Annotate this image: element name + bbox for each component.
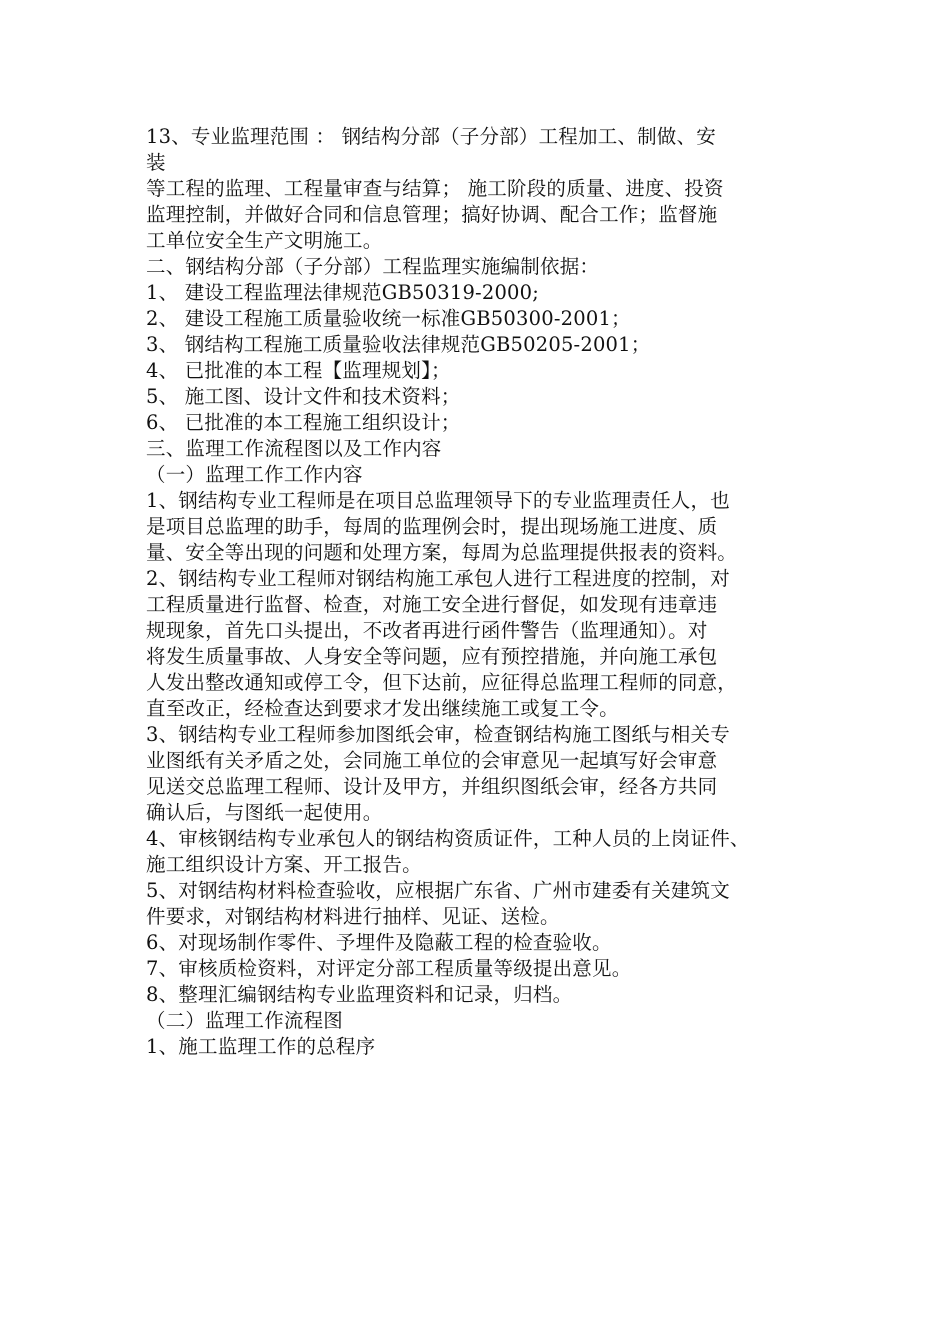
text-line: 施工组织设计方案、开工报告。 [146,853,422,876]
text-line: 2、钢结构专业工程师对钢结构施工承包人进行工程进度的控制，对 [146,567,730,590]
text-line: 规现象，首先口头提出，不改者再进行函件警告（监理通知）。对 [146,619,708,642]
text-line: 件要求，对钢结构材料进行抽样、见证、送检。 [146,905,560,928]
text-line: 等工程的监理、工程量审查与结算； 施工阶段的质量、进度、投资 [146,177,724,200]
text-line: 装 [146,151,166,174]
text-line: 工程质量进行监督、检查，对施工安全进行督促，如发现有违章违 [146,593,718,616]
list-item: 1、 建设工程监理法律规范GB50319-2000; [146,281,540,304]
text-line: 8、整理汇编钢结构专业监理资料和记录，归档。 [146,983,573,1006]
text-line: 量、安全等出现的问题和处理方案，每周为总监理提供报表的资料。 [146,541,738,564]
list-item: 4、 已批准的本工程【监理规划】； [146,359,451,382]
section-heading: 二、钢结构分部（子分部）工程监理实施编制依据： [146,255,600,278]
text-line: 是项目总监理的助手，每周的监理例会时，提出现场施工进度、质 [146,515,718,538]
section-heading: 三、监理工作流程图以及工作内容 [146,437,442,460]
document-body [146,124,836,1060]
text-line: 6、对现场制作零件、予埋件及隐蔽工程的检查验收。 [146,931,612,954]
list-item: 2、 建设工程施工质量验收统一标准GB50300-2001； [146,307,631,330]
text-line: 1、施工监理工作的总程序 [146,1035,376,1058]
text-line: 工单位安全生产文明施工。 [146,229,383,252]
subsection-heading: （二）监理工作流程图 [146,1009,344,1032]
text-line: 业图纸有关矛盾之处，会同施工单位的会审意见一起填写好会审意 [146,749,718,772]
list-item: 3、 钢结构工程施工质量验收法律规范GB50205-2001； [146,333,651,356]
subsection-heading: （一）监理工作工作内容 [146,463,363,486]
list-item: 5、 施工图、设计文件和技术资料； [146,385,461,408]
text-line: 7、审核质检资料，对评定分部工程质量等级提出意见。 [146,957,632,980]
text-line: 监理控制，并做好合同和信息管理；搞好协调、配合工作；监督施 [146,203,718,226]
text-line: 4、审核钢结构专业承包人的钢结构资质证件，工种人员的上岗证件、 [146,827,750,850]
text-line: 3、钢结构专业工程师参加图纸会审，检查钢结构施工图纸与相关专 [146,723,730,746]
text-line: 5、对钢结构材料检查验收，应根据广东省、广州市建委有关建筑文 [146,879,730,902]
text-line: 见送交总监理工程师、设计及甲方，并组织图纸会审，经各方共同 [146,775,718,798]
text-line: 将发生质量事故、人身安全等问题，应有预控措施，并向施工承包 [146,645,718,668]
text-line: 直至改正，经检查达到要求才发出继续施工或复工令。 [146,697,619,720]
text-line: 1、钢结构专业工程师是在项目总监理领导下的专业监理责任人，也 [146,489,730,512]
text-line: 人发出整改通知或停工令，但下达前，应征得总监理工程师的同意， [146,671,738,694]
text-line: 确认后，与图纸一起使用。 [146,801,383,824]
text-line: 13、专业监理范围 ： 钢结构分部（子分部）工程加工、制做、安 [146,125,716,148]
list-item: 6、 已批准的本工程施工组织设计； [146,411,461,434]
